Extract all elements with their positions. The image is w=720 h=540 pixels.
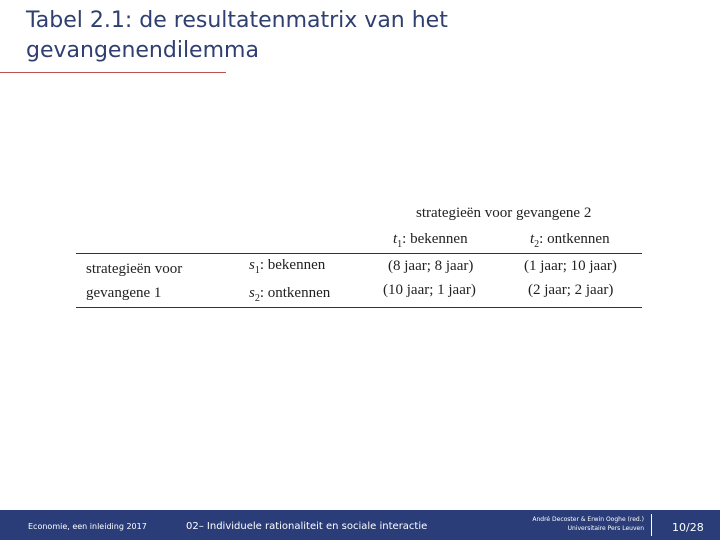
row-header-s1: $s_1$: bekennen	[249, 257, 326, 276]
footer-separator	[651, 514, 652, 536]
table-rule-bottom	[76, 307, 642, 308]
table-rule-top	[76, 253, 642, 254]
col-group-header: strategieën voor gevangene 2	[416, 205, 592, 221]
footer-authors: André Decoster & Erwin Ooghe (red.) Universitaire Pers Leuven	[532, 516, 644, 532]
row-header-s2: $s_2$: ontkennen	[249, 285, 331, 304]
cell-s2-t1: (10 jaar; 1 jaar)	[383, 282, 476, 298]
row-group-header-line2: gevangene 1	[86, 285, 162, 301]
col-header-t2: $t_2$: ontkennen	[530, 231, 610, 250]
page-number: 10/28	[672, 521, 704, 534]
footer-chapter: 02– Individuele rationaliteit en sociale interactie	[186, 521, 428, 532]
cell-s1-t2: (1 jaar; 10 jaar)	[524, 258, 617, 274]
footer-course: Economie, een inleiding 2017	[28, 522, 147, 531]
col-header-t1: $t_1$: bekennen	[393, 231, 468, 250]
cell-s1-t1: (8 jaar; 8 jaar)	[388, 258, 474, 274]
slide-title: Tabel 2.1: de resultatenmatrix van het gevangenendilemma	[26, 8, 448, 63]
cell-s2-t2: (2 jaar; 2 jaar)	[528, 282, 614, 298]
row-group-header-line1: strategieën voor	[86, 261, 183, 277]
slide-footer	[0, 510, 720, 540]
